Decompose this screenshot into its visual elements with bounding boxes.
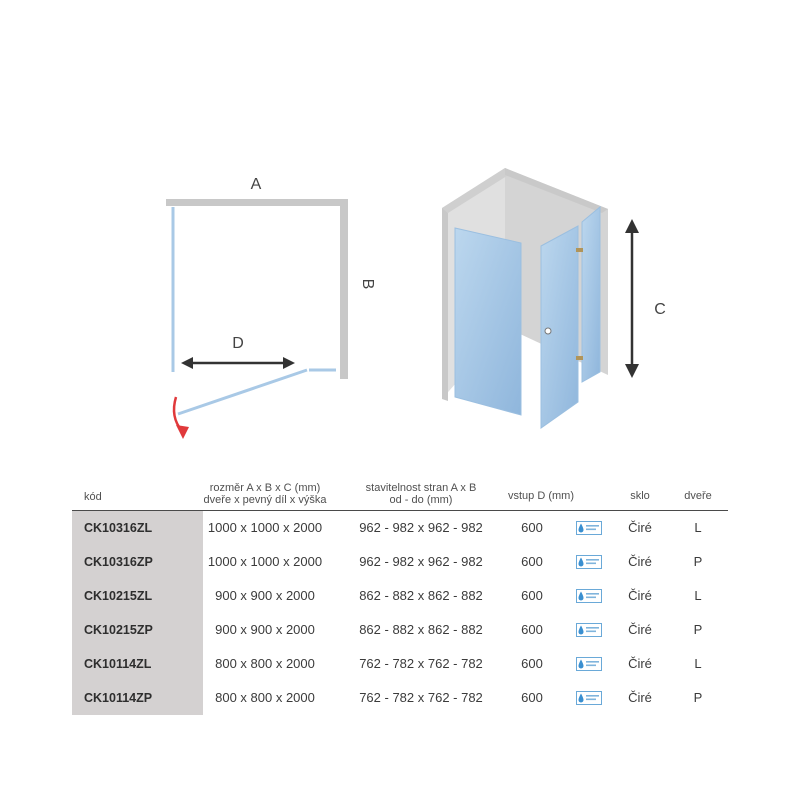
size-cell: 900 x 900 x 2000 <box>215 588 315 603</box>
header-entry: vstup D (mm) <box>508 490 574 502</box>
plan-label-b: B <box>359 278 376 290</box>
door-cell: P <box>693 622 703 637</box>
plan-label-a: A <box>250 176 262 193</box>
adjust-cell: 962 - 982 x 962 - 982 <box>359 554 483 569</box>
table-row <box>72 579 728 613</box>
entry-cell: 600 <box>521 554 543 569</box>
table-row <box>72 545 728 579</box>
perspective-view <box>442 168 666 428</box>
product-code: CK10316ZP <box>72 545 203 579</box>
glass-cell: Čiré <box>628 656 652 671</box>
door-cell: L <box>694 588 702 603</box>
size-cell: 800 x 800 x 2000 <box>215 690 315 705</box>
plan-door-open <box>178 370 307 414</box>
header-door: dveře <box>684 490 712 502</box>
product-code: CK10114ZP <box>72 681 203 715</box>
plan-wall-top <box>166 199 348 206</box>
header-adjust <box>346 482 496 506</box>
door-cell: L <box>694 656 702 671</box>
hinge-bottom <box>576 356 583 360</box>
glass-cell: Čiré <box>628 690 652 705</box>
size-cell: 800 x 800 x 2000 <box>215 656 315 671</box>
glass-cell: Čiré <box>628 554 652 569</box>
floor-plan <box>166 176 376 439</box>
glass-panel-fixed <box>582 207 600 382</box>
header-adjust-line2: od - do (mm) <box>389 494 453 506</box>
size-cell: 900 x 900 x 2000 <box>215 622 315 637</box>
glass-cell: Čiré <box>628 520 652 535</box>
glass-cell: Čiré <box>628 588 652 603</box>
door-handle <box>545 328 551 334</box>
wall-edge-left <box>442 208 448 401</box>
header-glass: sklo <box>630 490 650 502</box>
product-code: CK10215ZP <box>72 613 203 647</box>
table-row <box>72 681 728 715</box>
stop-clean-badge-icon <box>576 521 602 535</box>
entry-cell: 600 <box>521 622 543 637</box>
height-arrow <box>625 219 639 378</box>
adjust-cell: 962 - 982 x 962 - 982 <box>359 520 483 535</box>
header-code: kód <box>84 491 102 503</box>
table-row <box>72 613 728 647</box>
entry-cell: 600 <box>521 656 543 671</box>
stop-clean-badge-icon <box>576 589 602 603</box>
header-size-line1: rozměr A x B x C (mm) <box>209 482 321 494</box>
door-cell: L <box>694 520 702 535</box>
entry-cell: 600 <box>521 520 543 535</box>
glass-panel-left <box>455 228 521 415</box>
door-swing-arrowhead <box>176 425 189 439</box>
adjust-cell: 862 - 882 x 862 - 882 <box>359 622 483 637</box>
product-code: CK10114ZL <box>72 647 203 681</box>
plan-wall-right <box>340 199 348 379</box>
table-row <box>72 511 728 545</box>
product-code: CK10316ZL <box>72 511 203 545</box>
stop-clean-badge-icon <box>576 691 602 705</box>
door-cell: P <box>693 554 703 569</box>
stop-clean-badge-icon <box>576 623 602 637</box>
size-cell: 1000 x 1000 x 2000 <box>207 520 323 535</box>
adjust-cell: 762 - 782 x 762 - 782 <box>359 656 483 671</box>
glass-door-open <box>541 226 578 428</box>
door-cell: P <box>693 690 703 705</box>
header-adjust-line1: stavitelnost stran A x B <box>365 482 477 494</box>
stop-clean-badge-icon <box>576 555 602 569</box>
view-label-c: C <box>654 301 666 318</box>
size-cell: 1000 x 1000 x 2000 <box>207 554 323 569</box>
hinge-top <box>576 248 583 252</box>
table-row <box>72 647 728 681</box>
stop-clean-badge-icon <box>576 657 602 671</box>
product-code: CK10215ZL <box>72 579 203 613</box>
header-size-line2: dveře x pevný díl x výška <box>203 494 327 506</box>
entry-width-arrow <box>181 357 295 369</box>
entry-cell: 600 <box>521 588 543 603</box>
plan-label-d: D <box>232 335 244 352</box>
glass-cell: Čiré <box>628 622 652 637</box>
entry-cell: 600 <box>521 690 543 705</box>
table-header <box>72 478 728 511</box>
adjust-cell: 762 - 782 x 762 - 782 <box>359 690 483 705</box>
header-size <box>200 482 330 506</box>
adjust-cell: 862 - 882 x 862 - 882 <box>359 588 483 603</box>
